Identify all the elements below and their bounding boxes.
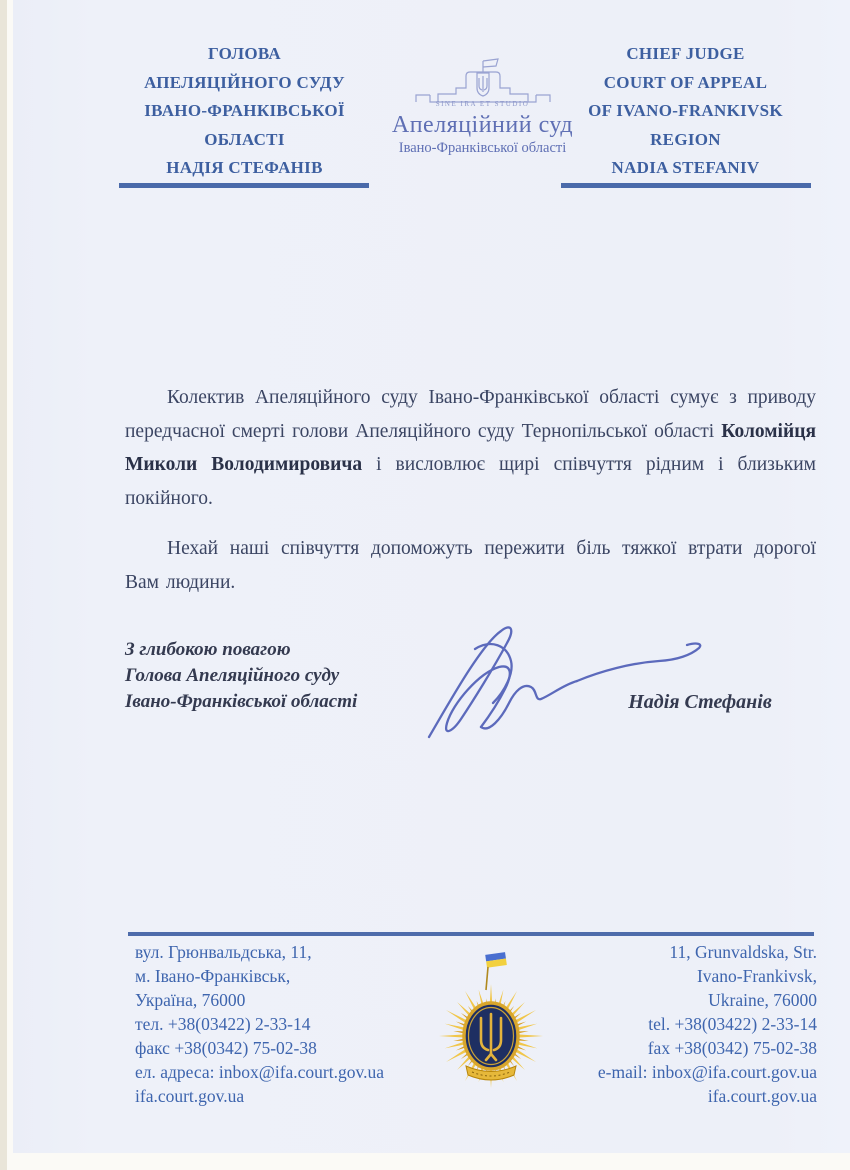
footer-line: м. Івано-Франківськ, — [135, 966, 291, 986]
footer-email-line: ел. адреса: inbox@ifa.court.gov.ua — [135, 1062, 385, 1082]
deceased-name: Коломійця Миколи Володимировича — [125, 420, 816, 476]
condolence-paragraph-2: Нехай наші співчуття допоможуть пережити біль тяжкої втрати дорогої Вам людини. — [125, 538, 816, 593]
footer-rule — [128, 932, 814, 936]
court-emblem-icon — [430, 950, 554, 1107]
closing-line: Івано-Франківської області — [125, 691, 358, 712]
logo-court-name: Апеляційний суд — [391, 112, 574, 138]
closing-block — [125, 637, 357, 715]
logo-region-name: Івано-Франківської області — [398, 140, 567, 156]
footer-line: fax +38(0342) 75-02-38 — [647, 1038, 817, 1058]
footer-line: tel. +38(03422) 2-33-14 — [648, 1014, 817, 1034]
footer-line: 11, Grunvaldska, Str. — [669, 942, 817, 962]
header-line: COURT OF APPEAL — [603, 72, 768, 92]
signer-name: Надія Стефанів — [628, 691, 772, 713]
header-underline-left — [119, 183, 369, 188]
footer-line: Україна, 76000 — [135, 990, 246, 1010]
paragraph-text: Колектив Апеляційного суду Івано-Франківської області сумує з приводу передчасної смерті голови Апеляційного суду Тернопільської області — [125, 387, 816, 442]
condolence-paragraph-1 — [125, 381, 816, 515]
footer-contact-ukrainian — [135, 940, 384, 1108]
header-line: НАДІЯ СТЕФАНІВ — [166, 158, 323, 177]
header-line: CHIEF JUDGE — [626, 44, 745, 63]
footer-line: вул. Грюнвальдська, 11, — [135, 942, 312, 962]
header-line: OF IVANO-FRANKIVSK — [588, 101, 783, 120]
logo-motto: SINE IRA ET STUDIO — [435, 100, 530, 108]
handwritten-signature — [415, 615, 715, 750]
header-underline-right — [561, 183, 811, 188]
footer-website-line: ifa.court.gov.ua — [135, 1086, 245, 1106]
header-line: ОБЛАСТІ — [204, 129, 285, 149]
footer-line: Ivano-Frankivsk, — [696, 966, 817, 986]
header-ukrainian-title — [117, 40, 372, 183]
footer-line: Ukraine, 76000 — [708, 990, 817, 1010]
footer-website-line: ifa.court.gov.ua — [707, 1086, 817, 1106]
closing-line: Голова Апеляційного суду — [125, 665, 340, 686]
footer-contact-english — [598, 940, 817, 1108]
header-line: АПЕЛЯЦІЙНОГО СУДУ — [144, 72, 345, 92]
scan-edge — [0, 0, 7, 1170]
footer-line: тел. +38(03422) 2-33-14 — [135, 1014, 311, 1034]
footer-line: факс +38(0342) 75-02-38 — [135, 1038, 317, 1058]
header-line: REGION — [650, 129, 721, 149]
letter-text — [125, 381, 816, 617]
header-english-title — [559, 40, 812, 183]
footer-email-line: e-mail: inbox@ifa.court.gov.ua — [597, 1062, 817, 1082]
paragraph-text: і висловлює щирі співчуття рідним і близьким покійного. — [125, 454, 816, 509]
closing-line: З глибокою повагою — [125, 639, 291, 660]
header-line: ІВАНО-ФРАНКІВСЬКОЇ — [144, 101, 345, 120]
court-logo — [375, 58, 590, 157]
header-line: NADIA STEFANIV — [611, 158, 760, 177]
header-line: ГОЛОВА — [207, 44, 281, 63]
